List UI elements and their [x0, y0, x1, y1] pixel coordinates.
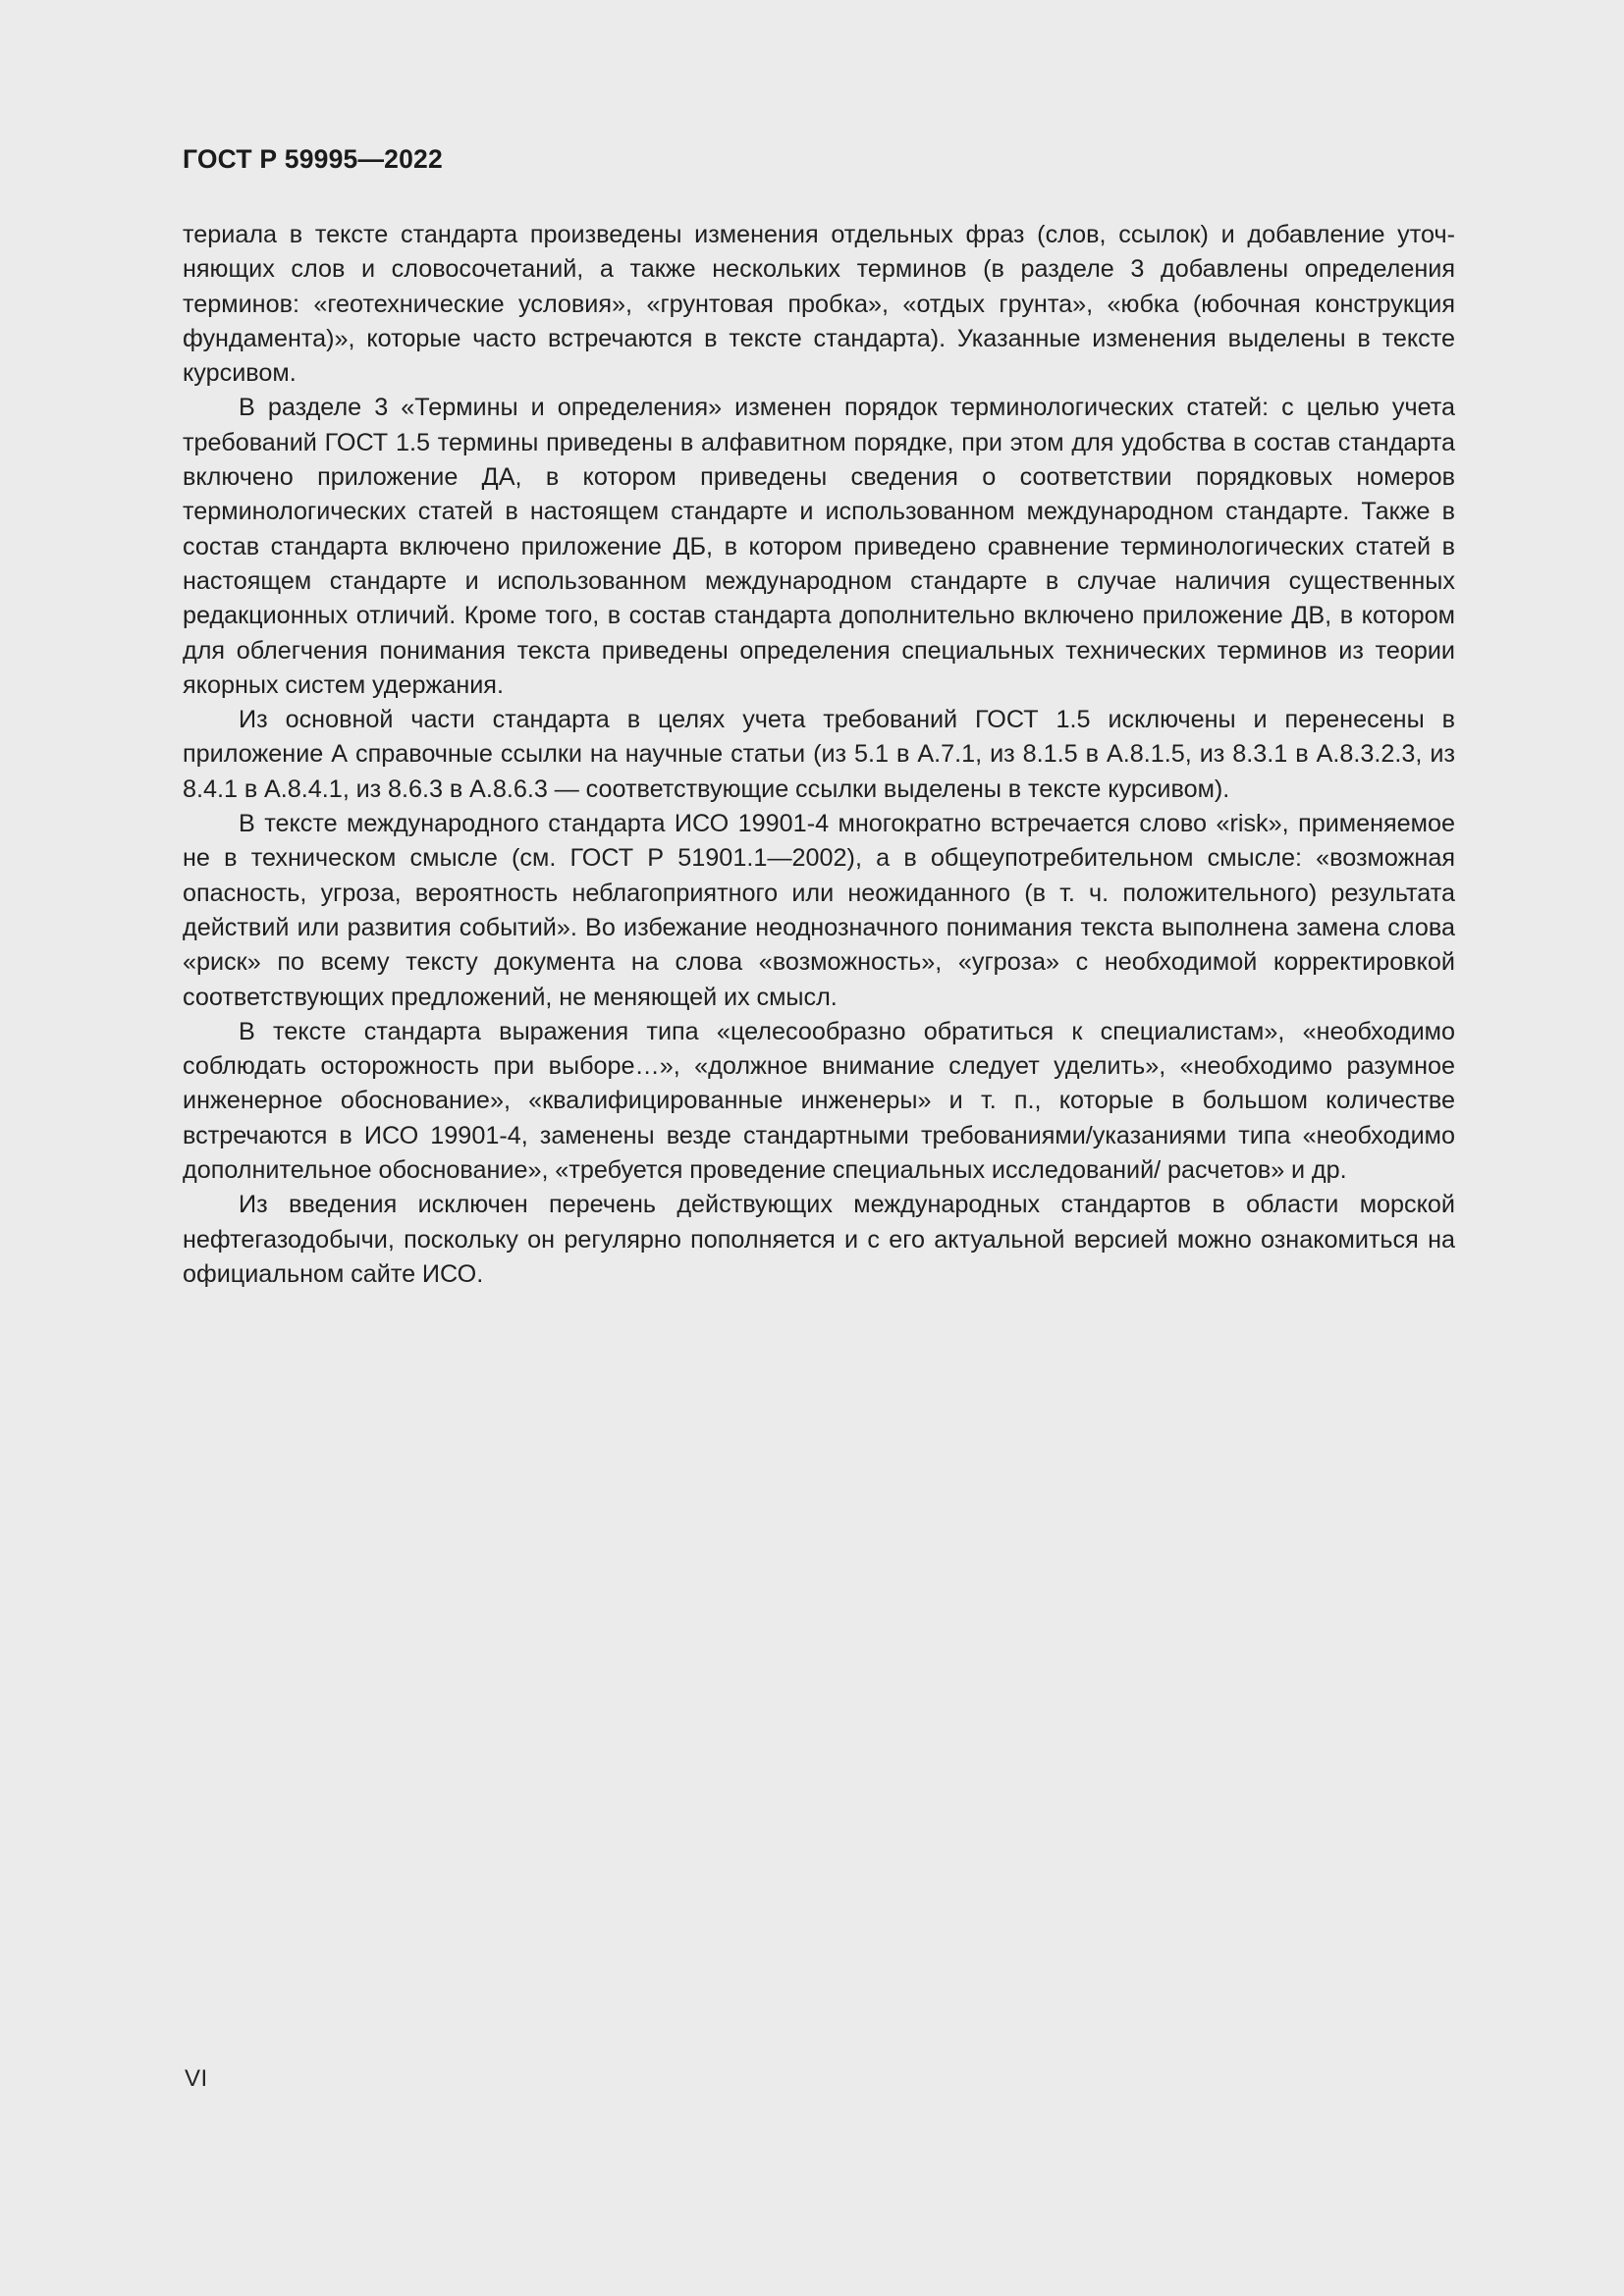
paragraph-continuation: териала в тексте стандарта произведены изменения отдельных фраз (слов, ссылок) и добавление уточняющих слов и словосочетаний, а также нескольких терминов (в разделе 3 добавлены определения терминов: «геотехнические условия», «грунтовая пробка», «отдых грунта», «юбка (юбочная конструкция фундамента)», которые часто встречаются в тексте стандарта). Указанные изменения выделены в тексте курсивом.: [183, 221, 1455, 388]
paragraph-section-3-terms: В разделе 3 «Термины и определения» изменен порядок терминологических статей: с целью учета требований ГОСТ 1.5 термины приведены в алфавитном порядке, при этом для удобства в состав стандарта включено приложение ДА, в котором приведены сведения о соответствии порядковых номеров терминологических статей в настоящем стандарте и использованном международном стандарте. Также в состав стандарта включено приложение ДБ, в котором приведено сравнение терминологических статей в настоящем стандарте и использованном международном стандарте в случае наличия существенных редакционных отличий. Кроме того, в состав стандарта дополнительно включено приложение ДВ, в котором для облегчения понимания текста приведены определения специальных технических терминов из теории якорных систем удержания.: [183, 394, 1455, 699]
paragraph-risk-word: В тексте международного стандарта ИСО 19901-4 многократно встречается слово «risk», применяемое не в техническом смысле (см. ГОСТ Р 51901.1—2002), а в общеупотребительном смысле: «возможная опасность, угроза, вероятность неблагоприятного или неожиданного (в т. ч. положительного) результата действий или развития событий». Во избежание неоднозначного понимания текста выполнена замена слова «риск» по всему тексту документа на слова «возможность», «угроза» с необходимой корректировкой соответствующих предложений, не меняющей их смысл.: [183, 810, 1455, 1011]
running-header-standard-number: ГОСТ Р 59995—2022: [183, 144, 443, 174]
paragraph-references-moved: Из основной части стандарта в целях учета требований ГОСТ 1.5 исключены и перенесены в приложение А справочные ссылки на научные статьи (из 5.1 в А.7.1, из 8.1.5 в А.8.1.5, из 8.3.1 в А.8.3.2.3, из 8.4.1 в А.8.4.1, из 8.6.3 в А.8.6.3 — соответствующие ссылки выделены в тексте курсивом).: [183, 706, 1455, 803]
paragraph-intro-list-removed: Из введения исключен перечень действующих международных стандартов в области морской нефтегазодобычи, поскольку он регулярно пополняется и с его актуальной версией можно ознакомиться на официальном сайте ИСО.: [183, 1191, 1455, 1288]
page-number-folio: VI: [185, 2065, 208, 2092]
paragraph-expressions-replaced: В тексте стандарта выражения типа «целесообразно обратиться к специалистам», «необходимо соблюдать осторожность при выборе…», «должное внимание следует уделить», «необходимо разумное инженерное обоснование», «квалифицированные инженеры» и т. п., которые в большом количестве встречаются в ИСО 19901-4, заменены везде стандартными требованиями/указаниями типа «необходимо дополнительное обоснование», «требуется проведение специальных исследований/ расчетов» и др.: [183, 1017, 1455, 1185]
body-text-column: [183, 218, 1455, 1292]
